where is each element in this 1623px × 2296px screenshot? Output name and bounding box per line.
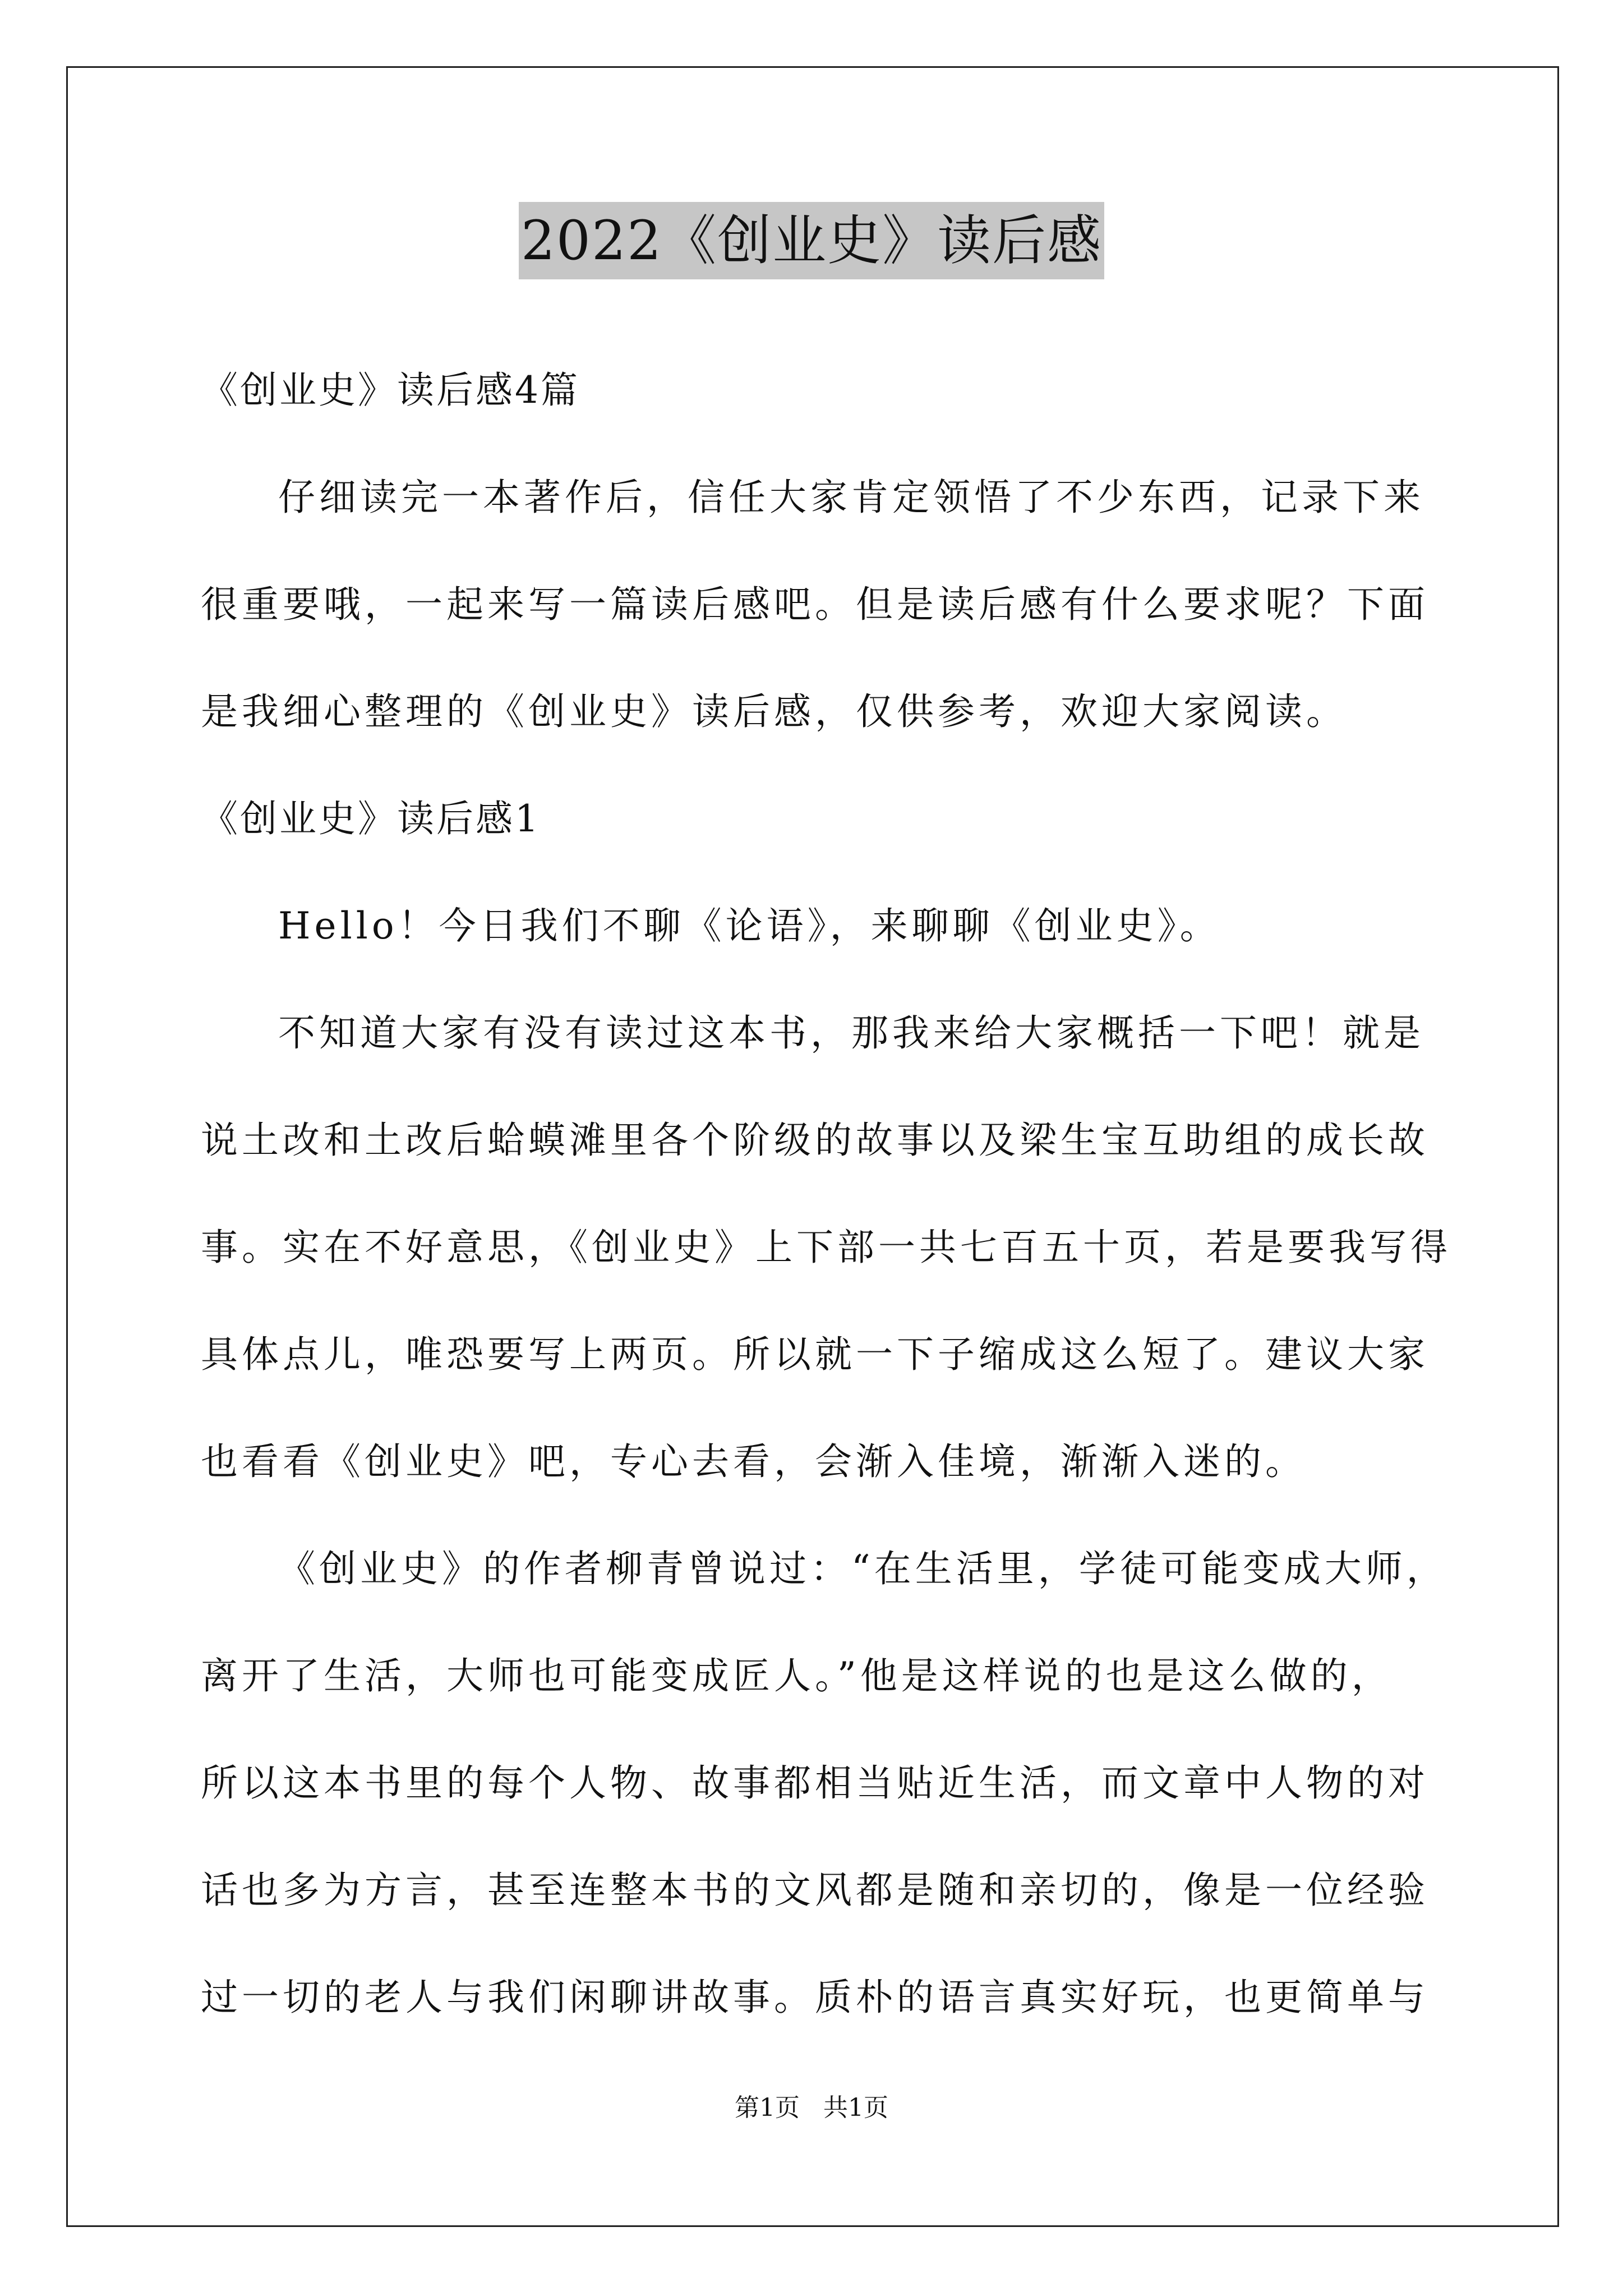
section-heading: 《创业史》读后感4篇 bbox=[201, 369, 580, 412]
document-body bbox=[201, 337, 1451, 2051]
text-line: 说土改和土改后蛤蟆滩里各个阶级的故事以及梁生宝互助组的成长故 bbox=[201, 1119, 1429, 1162]
text-line: Hello！今日我们不聊《论语》，来聊聊《创业史》。 bbox=[278, 904, 1221, 947]
page-footer: 第1页 共1页 bbox=[735, 2093, 888, 2122]
document-title: 2022《创业史》读后感 bbox=[519, 202, 1104, 279]
text-line: 所以这本书里的每个人物、故事都相当贴近生活，而文章中人物的对 bbox=[201, 1761, 1429, 1805]
text-line: 话也多为方言，甚至连整本书的文风都是随和亲切的，像是一位经验 bbox=[201, 1869, 1429, 1912]
section-heading: 《创业史》读后感1 bbox=[201, 797, 541, 840]
title-container bbox=[0, 202, 1623, 279]
text-line: 离开了生活，大师也可能变成匠人。”他是这样说的也是这么做的， bbox=[201, 1654, 1393, 1697]
text-line: 《创业史》的作者柳青曾说过：“在生活里，学徒可能变成大师， bbox=[278, 1547, 1447, 1590]
text-line: 是我细心整理的《创业史》读后感，仅供参考，欢迎大家阅读。 bbox=[201, 690, 1347, 733]
text-line: 具体点儿，唯恐要写上两页。所以就一下子缩成这么短了。建议大家 bbox=[201, 1333, 1429, 1376]
text-line: 不知道大家有没有读过这本书，那我来给大家概括一下吧！就是 bbox=[278, 1011, 1424, 1055]
text-line: 过一切的老人与我们闲聊讲故事。质朴的语言真实好玩，也更简单与 bbox=[201, 1976, 1429, 2019]
text-line: 也看看《创业史》吧，专心去看，会渐入佳境，渐渐入迷的。 bbox=[201, 1440, 1306, 1483]
text-line: 仔细读完一本著作后，信任大家肯定领悟了不少东西，记录下来 bbox=[278, 476, 1424, 519]
text-line: 很重要哦，一起来写一篇读后感吧。但是读后感有什么要求呢？下面 bbox=[201, 583, 1429, 626]
text-line: 事。实在不好意思，《创业史》上下部一共七百五十页，若是要我写得 bbox=[201, 1226, 1451, 1269]
